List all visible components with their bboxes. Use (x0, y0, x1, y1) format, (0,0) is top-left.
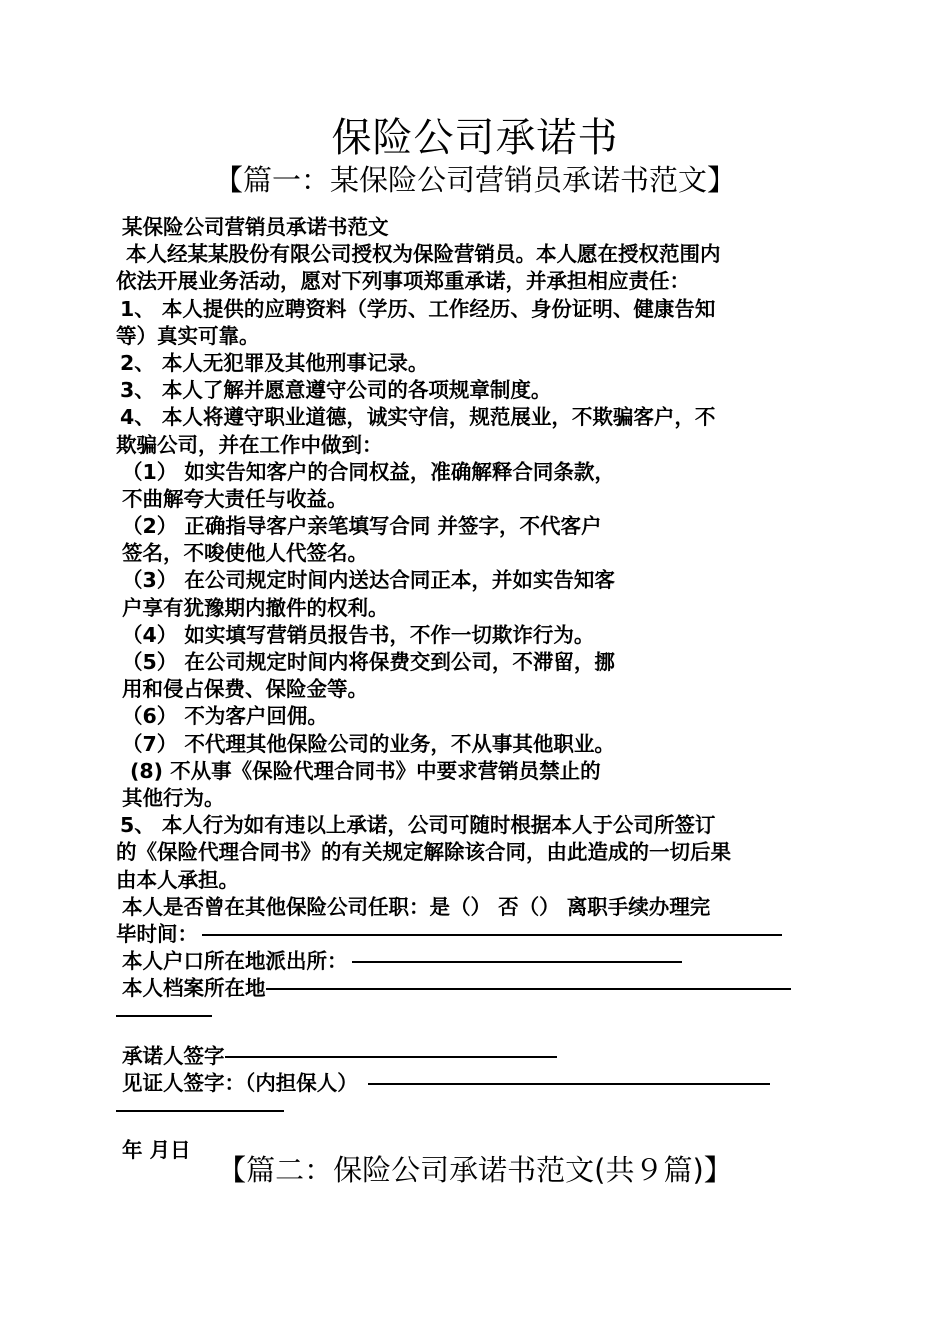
list-item: 等）真实可靠。 (116, 323, 260, 348)
paragraph-line: 依法开展业务活动，愿对下列事项郑重承诺，并承担相应责任： (116, 269, 690, 294)
date-line: 年 月日 (122, 1138, 191, 1163)
fill-in-line (352, 961, 682, 963)
section-heading-2: 【篇二：保险公司承诺书范文(共９篇)】 (217, 1153, 733, 1187)
document-title: 保险公司承诺书 (331, 115, 619, 161)
fill-in-line (368, 1083, 770, 1085)
sub-item: （4） 如实填写营销员报告书，不作一切欺诈行为。 (122, 622, 595, 647)
list-item: 3、 本人了解并愿意遵守公司的各项规章制度。 (120, 378, 552, 403)
sub-item: 户享有犹豫期内撤件的权利。 (122, 595, 389, 620)
fill-in-line (116, 1110, 284, 1112)
sub-item: 其他行为。 (122, 785, 225, 810)
fill-in-line (266, 988, 791, 990)
sub-item: （5） 在公司规定时间内将保费交到公司，不滞留，挪 (122, 650, 615, 674)
form-label: 承诺人签字 (122, 1043, 225, 1068)
sub-item: （1） 如实告知客户的合同权益，准确解释合同条款， (122, 459, 615, 484)
form-continuation-line (116, 1097, 838, 1124)
sub-item: 不曲解夸大责任与收益。 (122, 486, 348, 511)
sub-item: 用和侵占保费、保险金等。 (122, 677, 368, 702)
fill-in-line (202, 934, 782, 936)
form-label: 见证人签字：（内担保人） (122, 1070, 358, 1095)
sub-item: （6） 不为客户回佣。 (122, 704, 328, 729)
paragraph-line: 本人经某某股份有限公司授权为保险营销员。本人愿在授权范围内 (126, 242, 721, 267)
form-question: 本人是否曾在其他保险公司任职：是（） 否（） 离职手续办理完 (122, 894, 711, 919)
form-question-line (116, 921, 838, 948)
document-body (116, 214, 838, 1164)
list-item: 1、 本人提供的应聘资料（学历、工作经历、身份证明、健康告知 (120, 296, 716, 321)
list-item: 欺骗公司，并在工作中做到： (116, 432, 383, 457)
sub-item: (8) 不从事《保险代理合同书》中要求营销员禁止的 (130, 758, 601, 783)
form-question-line (116, 948, 838, 975)
sub-item: 签名，不唆使他人代签名。 (122, 541, 368, 566)
signature-line (116, 1043, 838, 1070)
form-label: 本人户口所在地派出所： (122, 949, 348, 974)
form-question-line (116, 975, 838, 1002)
list-item: 5、 本人行为如有违以上承诺，公司可随时根据本人于公司所签订 (120, 813, 716, 838)
form-label: 毕时间： (116, 921, 198, 946)
list-item: 4、 本人将遵守职业道德，诚实守信，规范展业，不欺骗客户，不 (120, 405, 716, 430)
form-label: 本人档案所在地 (122, 976, 266, 1001)
section-heading-1: 【篇一：某保险公司营销员承诺书范文】 (213, 163, 736, 197)
body-heading: 某保险公司营销员承诺书范文 (122, 215, 389, 239)
signature-line (116, 1070, 838, 1097)
list-item: 由本人承担。 (116, 867, 239, 892)
sub-item: （2） 正确指导客户亲笔填写合同 并签字，不代客户 (122, 514, 602, 539)
form-continuation-line (116, 1002, 838, 1029)
sub-item: （7） 不代理其他保险公司的业务，不从事其他职业。 (122, 731, 615, 756)
list-item: 2、 本人无犯罪及其他刑事记录。 (120, 350, 429, 375)
sub-item: （3） 在公司规定时间内送达合同正本，并如实告知客 (122, 568, 615, 593)
list-item: 的《保险代理合同书》的有关规定解除该合同，由此造成的一切后果 (116, 840, 731, 865)
fill-in-line (225, 1056, 557, 1058)
fill-in-line (116, 1015, 212, 1017)
